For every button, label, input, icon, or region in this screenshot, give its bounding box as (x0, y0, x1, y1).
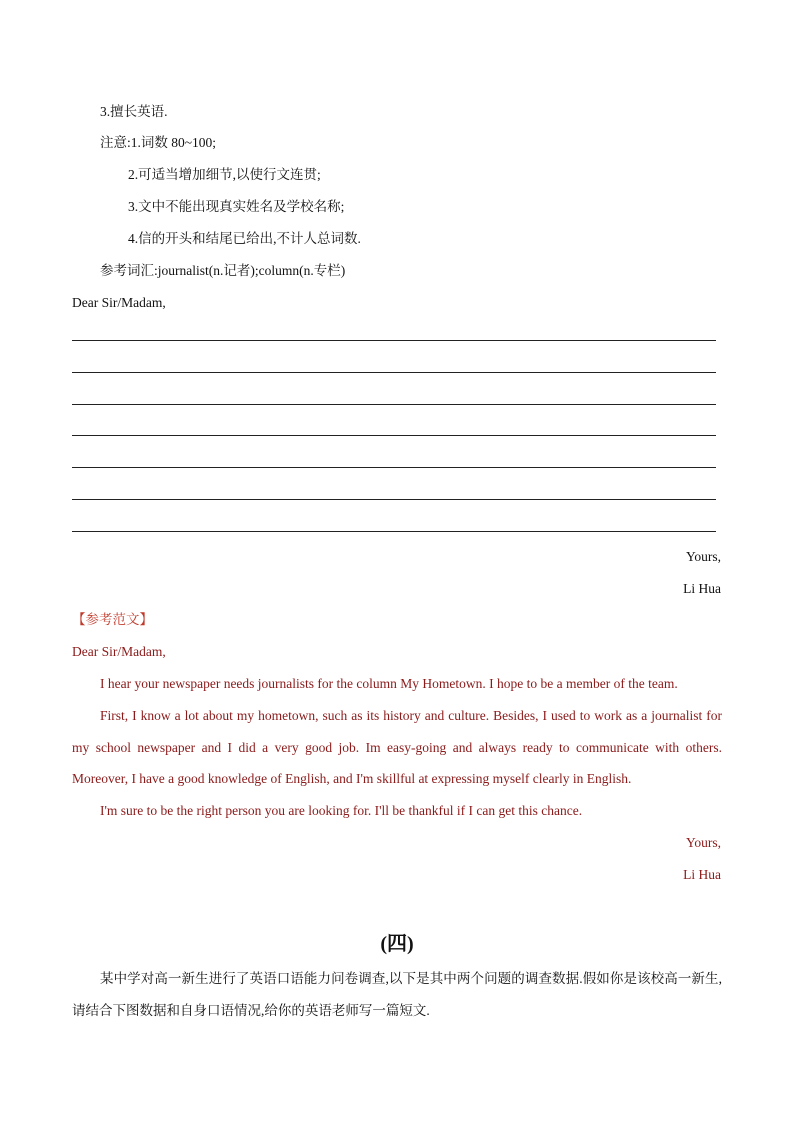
answer-line (72, 531, 716, 532)
answer-line (72, 467, 716, 468)
answer-line (72, 340, 716, 341)
requirement-item-3: 3.擅长英语. (100, 104, 168, 119)
letter-greeting: Dear Sir/Madam, (72, 295, 166, 310)
reference-vocabulary: 参考词汇:journalist(n.记者);column(n.专栏) (100, 263, 346, 278)
note-word-count: 注意:1.词数 80~100; (100, 135, 217, 150)
section-heading: (四) (380, 933, 414, 955)
answer-line (72, 499, 716, 500)
model-greeting: Dear Sir/Madam, (72, 644, 166, 659)
model-paragraph-2: First, I know a lot about my hometown, such as its history and culture. Besides, I used to work as a journalist for my school newspaper and I did a very good job. Im easy-going and always ready to communicate with others. Moreover, I have a good knowledge of English, and I'm skillful at expressing myself clearly in English. (72, 708, 722, 786)
model-closing: Yours, (685, 835, 721, 850)
answer-line (72, 372, 716, 373)
answer-line (72, 435, 716, 436)
model-essay-tag: 【参考范文】 (72, 612, 153, 627)
letter-signature: Li Hua (683, 581, 721, 596)
model-paragraph-3: I'm sure to be the right person you are looking for. I'll be thankful if I can get this chance. (100, 803, 583, 818)
model-signature: Li Hua (683, 867, 721, 882)
note-details: 2.可适当增加细节,以使行文连贯; (128, 167, 321, 182)
letter-closing: Yours, (685, 549, 721, 564)
note-opening-closing: 4.信的开头和结尾已给出,不计人总词数. (128, 231, 361, 246)
section-intro: 某中学对高一新生进行了英语口语能力问卷调查,以下是其中两个问题的调查数据.假如你是该校高一新生,请结合下图数据和自身口语情况,给你的英语老师写一篇短文. (72, 971, 722, 1018)
note-no-real-names: 3.文中不能出现真实姓名及学校名称; (128, 199, 345, 214)
model-paragraph-1: I hear your newspaper needs journalists for the column My Hometown. I hope to be a member of the team. (100, 676, 678, 691)
answer-line (72, 404, 716, 405)
